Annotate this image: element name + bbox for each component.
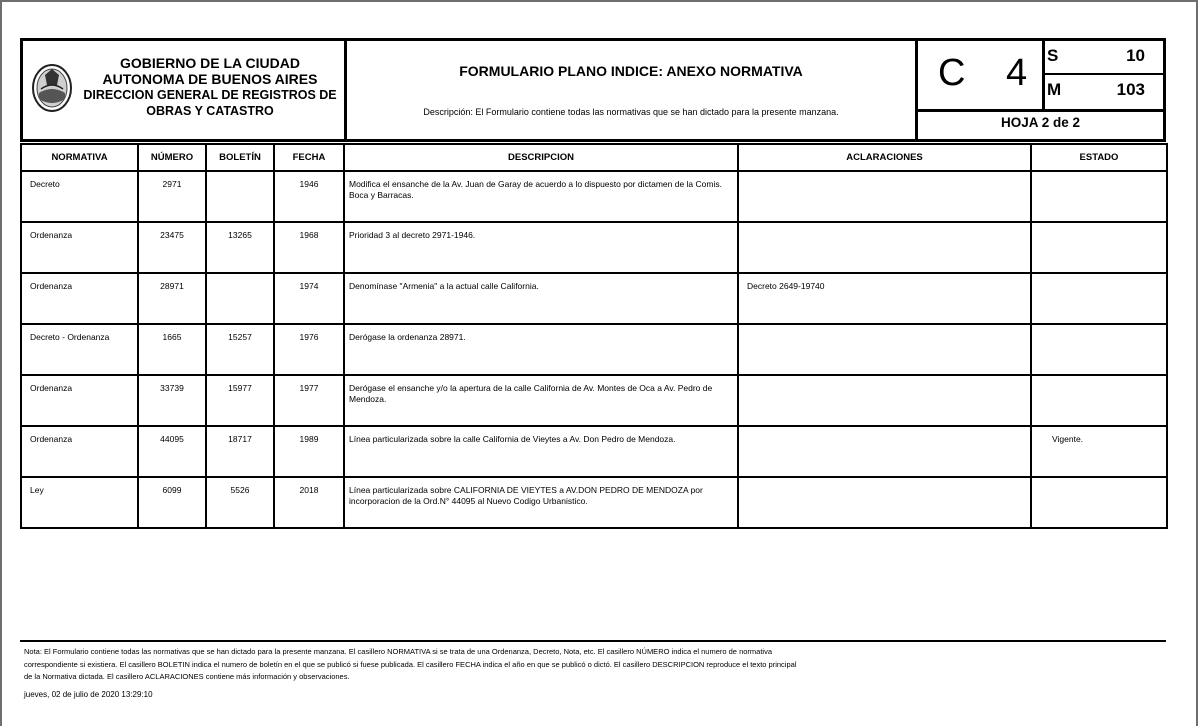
normativa-table bbox=[20, 143, 1168, 529]
cell-boletin: 5526 bbox=[206, 477, 274, 528]
circunscripcion-code bbox=[918, 41, 1045, 112]
cell-normativa: Ordenanza bbox=[21, 426, 138, 477]
code-number: 4 bbox=[1006, 52, 1028, 94]
cell-normativa: Decreto - Ordenanza bbox=[21, 324, 138, 375]
sheet-number: HOJA 2 de 2 bbox=[1000, 115, 1081, 130]
section-label: S bbox=[1047, 46, 1059, 65]
form-title: FORMULARIO PLANO INDICE: ANEXO NORMATIVA bbox=[459, 63, 803, 79]
cell-fecha: 1977 bbox=[274, 375, 344, 426]
cell-fecha: 1946 bbox=[274, 171, 344, 222]
column-header-fecha: FECHA bbox=[274, 144, 344, 171]
cell-aclaraciones bbox=[738, 426, 1031, 477]
cell-numero: 44095 bbox=[138, 426, 206, 477]
cell-estado bbox=[1031, 477, 1167, 528]
cell-normativa: Ordenanza bbox=[21, 222, 138, 273]
cell-descripcion: Modifica el ensanche de la Av. Juan de Garay de acuerdo a lo dispuesto por dictamen de la Comis. Boca y Barracas. bbox=[344, 171, 738, 222]
cell-aclaraciones bbox=[738, 324, 1031, 375]
cell-aclaraciones bbox=[738, 477, 1031, 528]
cell-fecha: 1976 bbox=[274, 324, 344, 375]
org-line-2: AUTONOMA DE BUENOS AIRES bbox=[102, 71, 318, 87]
cell-normativa: Ordenanza bbox=[21, 375, 138, 426]
form-title-block bbox=[347, 41, 918, 139]
section-row bbox=[1045, 41, 1163, 75]
column-header-boletin: BOLETÍN bbox=[206, 144, 274, 171]
cell-boletin: 15977 bbox=[206, 375, 274, 426]
cell-normativa: Ley bbox=[21, 477, 138, 528]
column-header-numero: NÚMERO bbox=[138, 144, 206, 171]
cell-descripcion: Derógase la ordenanza 28971. bbox=[344, 324, 738, 375]
column-header-normativa: NORMATIVA bbox=[21, 144, 138, 171]
cell-descripcion: Denomínase "Armenia" a la actual calle California. bbox=[344, 273, 738, 324]
table-row bbox=[21, 426, 1167, 477]
print-date: jueves, 02 de julio de 2020 13:29:10 bbox=[24, 690, 153, 699]
cell-normativa: Decreto bbox=[21, 171, 138, 222]
org-line-3: DIRECCION GENERAL DE REGISTROS DE bbox=[83, 88, 337, 102]
cell-descripcion: Línea particularizada sobre CALIFORNIA DE VIEYTES a AV.DON PEDRO DE MENDOZA por incorporacion de la Ord.N° 44095 al Nuevo Codigo Urbanistico. bbox=[344, 477, 738, 528]
section-value: 10 bbox=[1126, 46, 1145, 65]
section-manzana-box bbox=[1045, 41, 1163, 112]
cell-boletin bbox=[206, 171, 274, 222]
form-description: Descripción: El Formulario contiene todas las normativas que se han dictado para la presente manzana. bbox=[423, 107, 839, 117]
cell-numero: 1665 bbox=[138, 324, 206, 375]
cell-estado bbox=[1031, 171, 1167, 222]
cell-numero: 23475 bbox=[138, 222, 206, 273]
table-row bbox=[21, 375, 1167, 426]
cell-normativa: Ordenanza bbox=[21, 273, 138, 324]
table-row bbox=[21, 477, 1167, 528]
cell-estado bbox=[1031, 273, 1167, 324]
organization-name bbox=[77, 55, 343, 119]
cell-numero: 33739 bbox=[138, 375, 206, 426]
org-line-1: GOBIERNO DE LA CIUDAD bbox=[120, 55, 300, 71]
table-row bbox=[21, 171, 1167, 222]
cell-boletin: 18717 bbox=[206, 426, 274, 477]
cell-fecha: 1968 bbox=[274, 222, 344, 273]
cell-estado: Vigente. bbox=[1031, 426, 1167, 477]
cell-estado bbox=[1031, 324, 1167, 375]
org-line-4: OBRAS Y CATASTRO bbox=[146, 104, 274, 118]
footer-note bbox=[24, 646, 924, 684]
cell-fecha: 1974 bbox=[274, 273, 344, 324]
table-header-row bbox=[21, 144, 1167, 171]
cell-descripcion: Prioridad 3 al decreto 2971-1946. bbox=[344, 222, 738, 273]
footer-note-line-3: de la Normativa dictada. El casillero ACLARACIONES contiene más información y observaciones. bbox=[24, 672, 350, 681]
cell-numero: 6099 bbox=[138, 477, 206, 528]
table-row bbox=[21, 222, 1167, 273]
city-seal-icon bbox=[31, 63, 73, 113]
manzana-row bbox=[1045, 75, 1163, 107]
footer-note-line-1: Nota: El Formulario contiene todas las normativas que se han dictado para la presente manzana. El casillero NORMATIVA si se trata de una Ordenanza, Decreto, Nota, etc. El casillero NÚMERO indica el numero de normativa bbox=[24, 647, 772, 656]
cell-aclaraciones bbox=[738, 375, 1031, 426]
cell-estado bbox=[1031, 375, 1167, 426]
cell-aclaraciones bbox=[738, 222, 1031, 273]
code-block bbox=[918, 41, 1163, 139]
form-header bbox=[20, 38, 1166, 142]
cell-boletin bbox=[206, 273, 274, 324]
column-header-estado: ESTADO bbox=[1031, 144, 1167, 171]
cell-boletin: 15257 bbox=[206, 324, 274, 375]
cell-descripcion: Derógase el ensanche y/o la apertura de la calle California de Av. Montes de Oca a Av. Pedro de Mendoza. bbox=[344, 375, 738, 426]
table-row bbox=[21, 273, 1167, 324]
cell-numero: 28971 bbox=[138, 273, 206, 324]
footer-note-line-2: correspondiente si existiera. El casillero BOLETIN indica el numero de boletín en el que se publicó si fuese publicada. El casillero FECHA indica el año en que se publicó o dictó. El casillero DESCRIPCION reproduce el texto principal bbox=[24, 659, 797, 669]
code-letter: C bbox=[938, 52, 966, 94]
cell-boletin: 13265 bbox=[206, 222, 274, 273]
cell-aclaraciones: Decreto 2649-19740 bbox=[738, 273, 1031, 324]
manzana-value: 103 bbox=[1116, 80, 1145, 99]
organization-block bbox=[23, 41, 347, 139]
column-header-aclaraciones: ACLARACIONES bbox=[738, 144, 1031, 171]
cell-aclaraciones bbox=[738, 171, 1031, 222]
column-header-descripcion: DESCRIPCION bbox=[344, 144, 738, 171]
cell-fecha: 2018 bbox=[274, 477, 344, 528]
cell-descripcion: Línea particularizada sobre la calle California de Vieytes a Av. Don Pedro de Mendoza. bbox=[344, 426, 738, 477]
table-row bbox=[21, 324, 1167, 375]
cell-estado bbox=[1031, 222, 1167, 273]
cell-numero: 2971 bbox=[138, 171, 206, 222]
cell-fecha: 1989 bbox=[274, 426, 344, 477]
footer-divider bbox=[20, 640, 1166, 642]
manzana-label: M bbox=[1047, 80, 1062, 99]
